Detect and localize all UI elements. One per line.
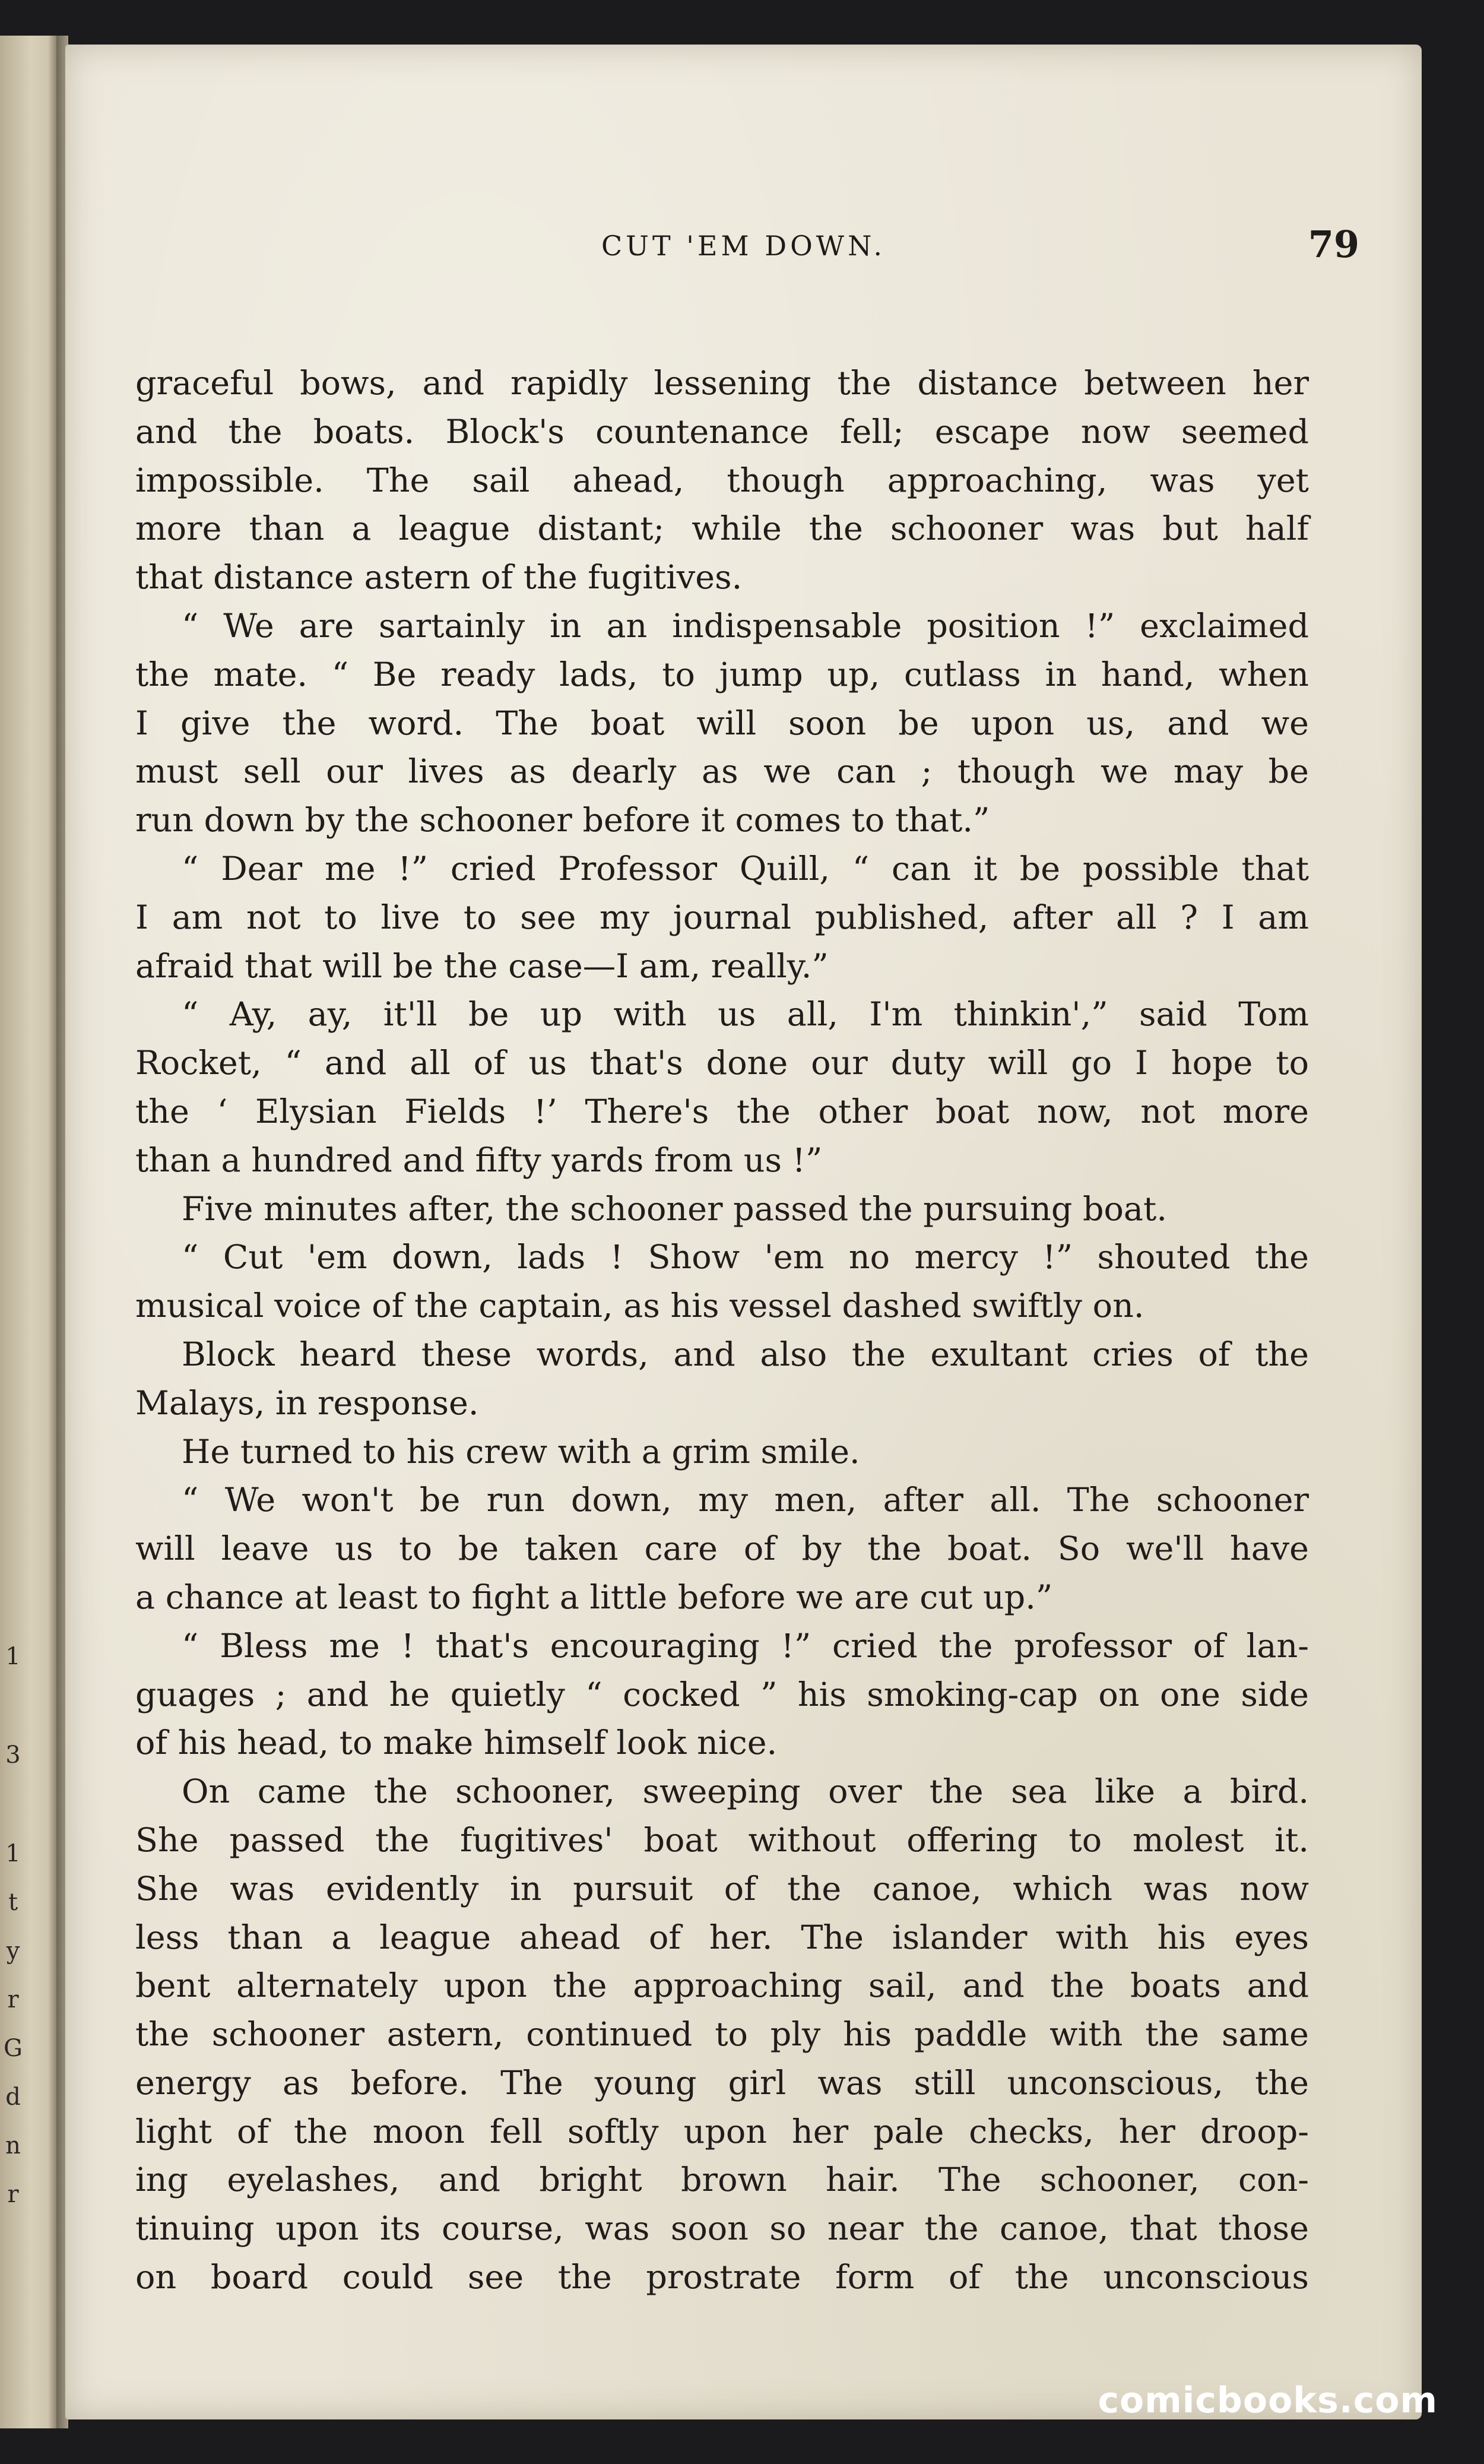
text-line: Block heard these words, and also the exultant cries of the xyxy=(182,1335,1309,1374)
text-line: afraid that will be the case—I am, really.” xyxy=(135,946,829,986)
left-edge-letter: r xyxy=(7,1986,19,2013)
text-line: I am not to live to see my journal published, after all ? I am xyxy=(135,898,1309,937)
left-edge-letter: n xyxy=(5,2132,21,2159)
text-line: impossible. The sail ahead, though approaching, was yet xyxy=(135,461,1309,500)
text-line: will leave us to be taken care of by the boat. So we'll have xyxy=(135,1529,1309,1569)
left-edge-letter: 1 xyxy=(5,1643,21,1670)
text-line: “ Ay, ay, it'll be up with us all, I'm thinkin',” said Tom xyxy=(182,995,1309,1034)
text-line: energy as before. The young girl was still unconscious, the xyxy=(135,2063,1309,2102)
page-number: 79 xyxy=(1308,223,1359,266)
left-edge-letter: G xyxy=(4,2035,23,2062)
text-line: must sell our lives as dearly as we can ; though we may be xyxy=(135,752,1309,791)
text-line: She passed the fugitives' boat without offering to molest it. xyxy=(135,1820,1309,1860)
text-line: run down by the schooner before it comes to that.” xyxy=(135,801,990,840)
text-line: than a hundred and fifty yards from us !” xyxy=(135,1141,823,1180)
text-line: on board could see the prostrate form of the unconscious xyxy=(135,2258,1309,2297)
text-line: that distance astern of the fugitives. xyxy=(135,558,743,597)
watermark: comicbooks.com xyxy=(1098,2380,1438,2421)
text-line: less than a league ahead of her. The islander with his eyes xyxy=(135,1918,1309,1957)
text-line: “ Cut 'em down, lads ! Show 'em no mercy !” shouted the xyxy=(182,1238,1309,1277)
running-head xyxy=(65,223,1422,270)
text-line: the schooner astern, continued to ply his paddle with the same xyxy=(135,2015,1309,2054)
text-line: “ Bless me ! that's encouraging !” cried the professor of lan- xyxy=(182,1626,1309,1665)
text-line: On came the schooner, sweeping over the sea like a bird. xyxy=(182,1772,1309,1811)
text-line: “ Dear me !” cried Professor Quill, “ can it be possible that xyxy=(182,849,1309,888)
left-edge-letter: 1 xyxy=(5,1840,21,1867)
text-line: light of the moon fell softly upon her pale checks, her droop- xyxy=(135,2112,1309,2151)
text-line: and the boats. Block's countenance fell; escape now seemed xyxy=(135,412,1309,451)
text-line: graceful bows, and rapidly lessening the distance between her xyxy=(135,364,1309,403)
text-line: guages ; and he quietly “ cocked ” his smoking-cap on one side xyxy=(135,1675,1309,1714)
text-line: more than a league distant; while the schooner was but half xyxy=(135,509,1309,549)
text-line: bent alternately upon the approaching sail, and the boats and xyxy=(135,1966,1309,2006)
text-line: “ We won't be run down, my men, after all. The schooner xyxy=(182,1481,1309,1520)
text-line: a chance at least to fight a little before we are cut up.” xyxy=(135,1578,1053,1617)
book-page xyxy=(65,45,1422,2419)
text-line: of his head, to make himself look nice. xyxy=(135,1724,778,1763)
text-line: “ We are sartainly in an indispensable position !” exclaimed xyxy=(182,606,1309,645)
left-page-edge xyxy=(0,36,56,2428)
left-edge-letter: y xyxy=(6,1937,20,1965)
left-edge-letter: r xyxy=(7,2181,19,2208)
text-line: Rocket, “ and all of us that's done our duty will go I hope to xyxy=(135,1044,1309,1083)
running-title: CUT 'EM DOWN. xyxy=(601,230,886,262)
text-line: musical voice of the captain, as his vessel dashed swiftly on. xyxy=(135,1287,1144,1326)
text-line: the mate. “ Be ready lads, to jump up, cutlass in hand, when xyxy=(135,655,1309,694)
body-text xyxy=(135,359,1309,2302)
left-edge-letter: d xyxy=(5,2083,21,2111)
left-edge-letter: t xyxy=(8,1889,18,1916)
text-line: tinuing upon its course, was soon so near the canoe, that those xyxy=(135,2209,1309,2248)
text-line: Malays, in response. xyxy=(135,1383,479,1423)
text-line: I give the word. The boat will soon be upon us, and we xyxy=(135,704,1309,743)
text-line: Five minutes after, the schooner passed the pursuing boat. xyxy=(182,1189,1167,1228)
text-line: the ‘ Elysian Fields !’ There's the other boat now, not more xyxy=(135,1092,1309,1131)
left-edge-letter: 3 xyxy=(5,1741,21,1769)
text-line: She was evidently in pursuit of the canoe, which was now xyxy=(135,1869,1309,1908)
text-line: He turned to his crew with a grim smile. xyxy=(182,1432,860,1471)
text-line: ing eyelashes, and bright brown hair. The schooner, con- xyxy=(135,2161,1309,2200)
